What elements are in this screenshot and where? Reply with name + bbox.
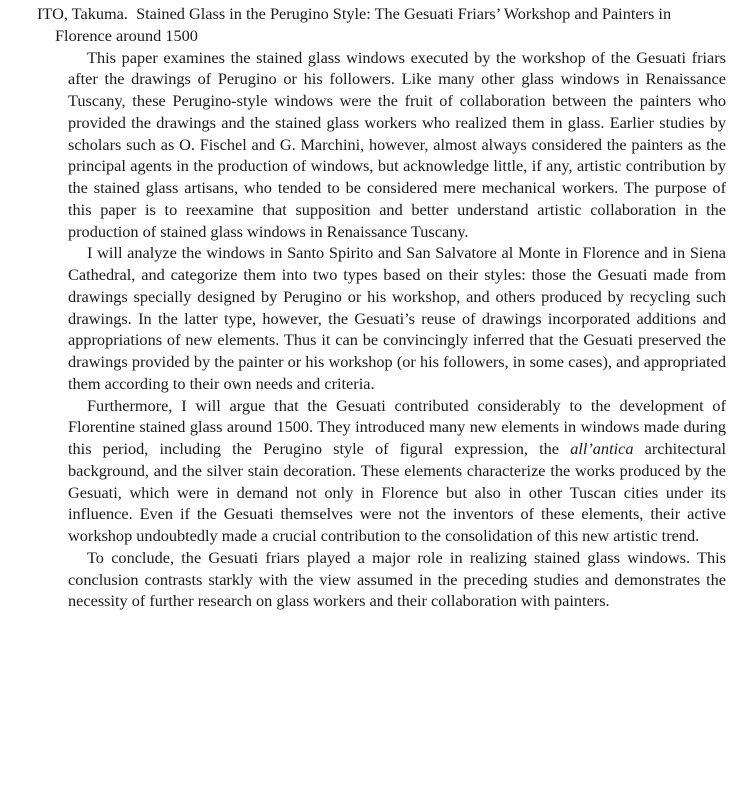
paragraph-argument-italic-term: all’antica [570, 439, 634, 458]
paragraph-intro [68, 47, 726, 243]
abstract-body [37, 47, 726, 613]
article-title: Stained Glass in the Perugino Style: The Gesuati Friars’ Workshop and Painters in Florence around 1500 [55, 4, 672, 45]
paragraph-conclusion-text: To conclude, the Gesuati friars played a major role in realizing stained glass windows. This conclusion contrasts starkly with the view assumed in the preceding studies and demonstrates the necessity of further research on glass workers and their collaboration with painters. [68, 547, 726, 611]
paragraph-argument-text-end: architectural background, and the silver stain decoration. These elements characterize the works produced by the Gesuati, which were in demand not only in Florence but also in other Tuscan cities under its influence. Even if the Gesuati themselves were not the inventors of these elements, their active workshop undoubtedly made a crucial contribution to the consolidation of this new artistic trend. [68, 439, 727, 545]
paragraph-intro-text: This paper examines the stained glass windows executed by the workshop of the Gesuati friars after the drawings of Perugino or his followers. Like many other glass windows in Renaissance Tuscany, these Perugino-style windows were the fruit of collaboration between the painters who provided the drawings and the stained glass workers who realized them in glass. Earlier studies by scholars such as O. Fischel and G. Marchini, however, almost always considered the painters as the principal agents in the production of windows, but acknowledge little, if any, artistic contribution by the stained glass artisans, who tended to be considered mere mechanical workers. The purpose of this paper is to reexamine that supposition and better understand artistic collaboration in the production of stained glass windows in Renaissance Tuscany. [68, 47, 726, 241]
paragraph-analysis [68, 242, 726, 394]
paragraph-conclusion [68, 547, 726, 612]
paragraph-argument [68, 395, 726, 547]
author-name: ITO, Takuma. [37, 4, 128, 23]
paragraph-analysis-text: I will analyze the windows in Santo Spirito and San Salvatore al Monte in Florence and in Siena Cathedral, and categorize them into two types based on their styles: those the Gesuati made from drawings specially designed by Perugino or his workshop, and others produced by recycling such drawings. In the latter type, however, the Gesuati’s reuse of drawings incorporated additions and appropriations of new elements. Thus it can be convincingly inferred that the Gesuati preserved the drawings provided by the painter or his workshop (or his followers, in some cases), and appropriated them according to their own needs and criteria. [68, 243, 726, 393]
paragraph-argument-text-start: Furthermore, I will argue that the Gesuati contributed considerably to the development of Florentine stained glass around 1500. They introduced many new elements in windows made during this period, including the Perugino style of figural expression, the [68, 395, 726, 458]
article-header [37, 3, 726, 47]
